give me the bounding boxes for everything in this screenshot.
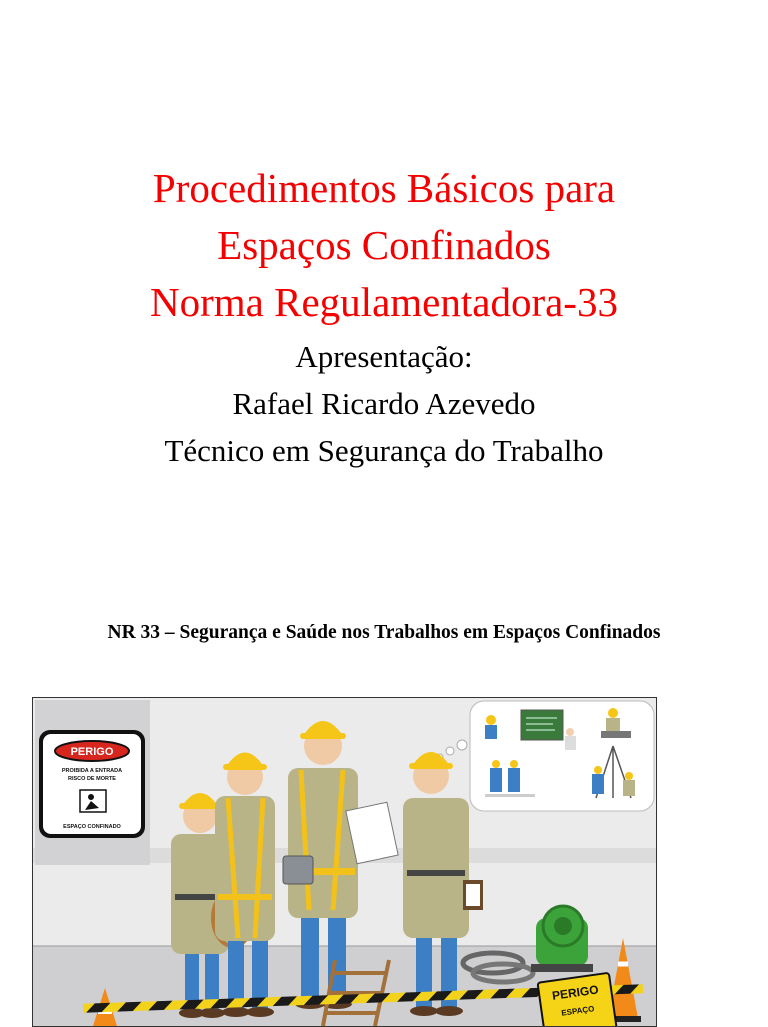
wall-sign-footer: ESPAÇO CONFINADO: [63, 824, 121, 830]
title-line-3: Norma Regulamentadora-33: [150, 279, 618, 325]
presenter-role: Técnico em Segurança do Trabalho: [164, 433, 604, 468]
title-line-2: Espaços Confinados: [217, 222, 551, 268]
wall-sign-line-1: PROIBIDA A ENTRADA: [61, 768, 123, 774]
section-heading: NR 33 – Segurança e Saúde nos Trabalhos em Espaços Confinados: [107, 622, 661, 643]
presenter-name: Rafael Ricardo Azevedo: [232, 386, 536, 421]
floor-sign-line-1: ESPAÇO: [560, 1004, 595, 1018]
floor-sign-header: PERIGO: [551, 982, 600, 1003]
slide-title: [0, 160, 768, 331]
title-line-1: Procedimentos Básicos para: [152, 165, 616, 211]
presenter-label: Apresentação:: [295, 339, 473, 374]
floor-danger-sign: [538, 973, 617, 1026]
wall-sign-line-2: RISCO DE MORTE: [68, 776, 116, 782]
presenter-info: [0, 333, 768, 474]
wall-sign-header: PERIGO: [70, 746, 114, 758]
confined-space-illustration: [32, 697, 657, 1027]
wall-danger-sign: [35, 700, 150, 865]
thought-bubble: [437, 701, 654, 811]
